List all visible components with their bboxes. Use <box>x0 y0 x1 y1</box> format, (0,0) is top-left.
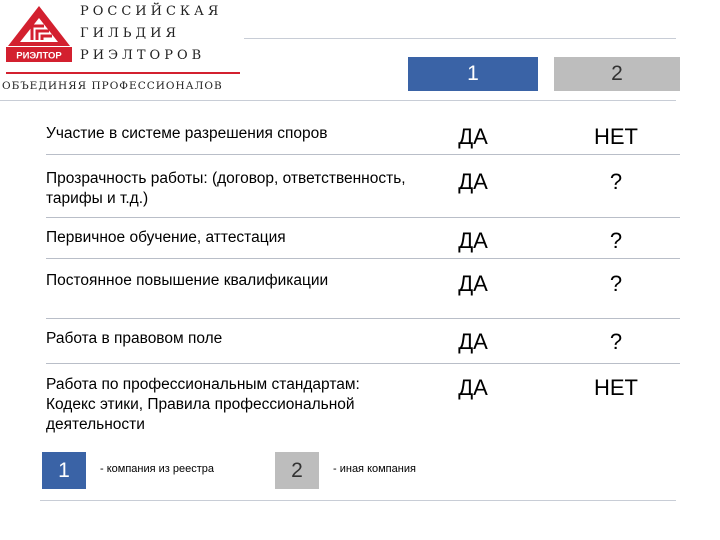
rgr-logo <box>6 4 72 64</box>
row-value-1: ДА <box>458 124 488 149</box>
row-value-1: ДА <box>458 375 488 400</box>
row-label: Прозрачность работы: (договор, ответственность, тарифы и т.д.) <box>46 170 406 207</box>
row-value-2: ? <box>609 271 623 296</box>
table-row <box>46 271 680 319</box>
legend-box-1: 1 <box>42 452 86 489</box>
footer-rule <box>40 500 676 501</box>
table-row <box>46 329 680 364</box>
table-row <box>46 124 680 155</box>
row-label: Участие в системе разрешения споров <box>46 125 328 142</box>
logo-emblem-icon <box>6 4 72 64</box>
tagline: ОБЪЕДИНЯЯ ПРОФЕССИОНАЛОВ <box>2 80 223 92</box>
org-name-line-3: РИЭЛТОРОВ <box>80 48 206 63</box>
row-value-1: ДА <box>458 271 488 296</box>
row-value-1: ДА <box>458 228 488 253</box>
row-label: Работа по профессиональным стандартам: Кодекс этики, Правила профессиональной деятельности <box>46 376 360 433</box>
row-label: Работа в правовом поле <box>46 330 223 347</box>
column-header-1: 1 <box>408 57 538 91</box>
legend-text-1: - компания из реестра <box>100 463 215 475</box>
table-row <box>46 375 680 439</box>
header-red-divider <box>6 72 240 74</box>
row-value-2: ? <box>609 329 623 354</box>
logo-text: РИЭЛТОР <box>16 50 62 62</box>
legend-text-2: - иная компания <box>333 463 416 475</box>
row-value-2: ? <box>609 169 623 194</box>
table-row <box>46 228 680 259</box>
row-value-2: ? <box>609 228 623 253</box>
column-header-2: 2 <box>554 57 680 91</box>
header-rule <box>244 38 676 39</box>
table-row <box>46 169 680 218</box>
row-value-1: ДА <box>458 169 488 194</box>
row-value-1: ДА <box>458 329 488 354</box>
org-name-line-1: РОССИЙСКАЯ <box>80 4 223 19</box>
row-label: Постоянное повышение квалификации <box>46 272 329 289</box>
legend-box-2: 2 <box>275 452 319 489</box>
row-value-2: НЕТ <box>594 124 638 149</box>
org-name-line-2: ГИЛЬДИЯ <box>80 26 180 41</box>
row-value-2: НЕТ <box>594 375 638 400</box>
row-label: Первичное обучение, аттестация <box>46 229 286 246</box>
header-bottom-rule <box>0 100 676 101</box>
